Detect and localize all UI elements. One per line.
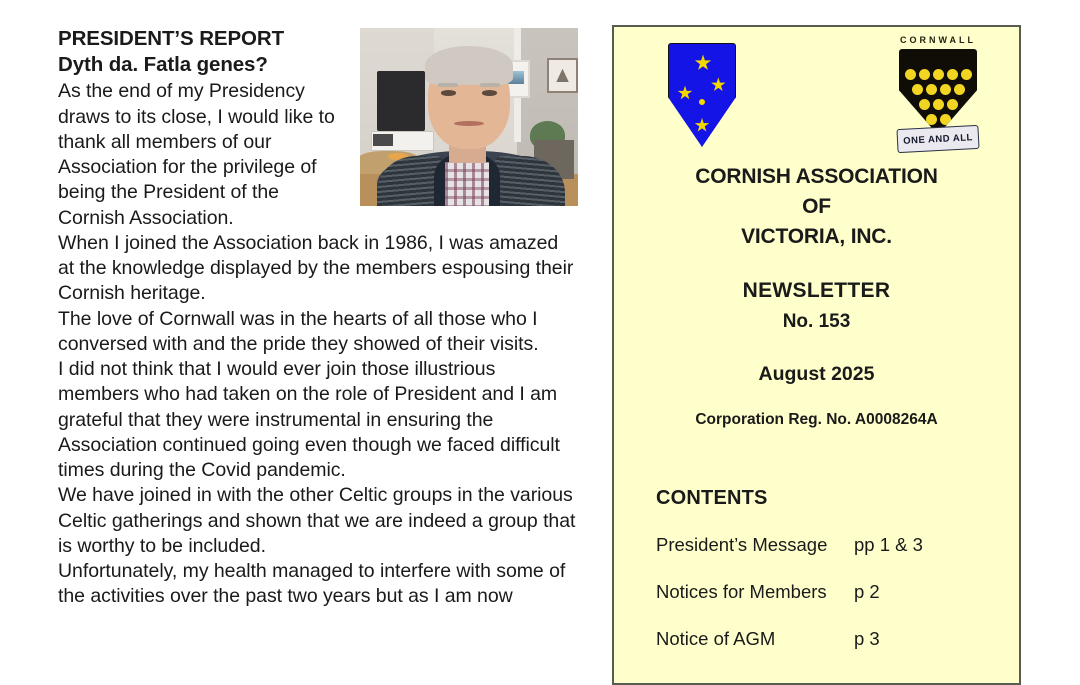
registration-number: Corporation Reg. No. A0008264A xyxy=(695,411,938,429)
cornwall-wordmark: CORNWALL xyxy=(900,35,976,45)
contents-item-page: p 2 xyxy=(854,581,880,603)
report-subtitle-cornish: Dyth da. Fatla genes? xyxy=(58,53,268,77)
bezant-icon xyxy=(933,69,944,80)
bezant-row xyxy=(899,69,977,80)
newsletter-heading: NEWSLETTER xyxy=(742,279,891,303)
president-portrait-photo xyxy=(360,28,578,206)
bezant-icon xyxy=(947,99,958,110)
contents-heading: CONTENTS xyxy=(656,487,768,510)
bezant-icon xyxy=(940,114,951,125)
masthead-text-block xyxy=(614,162,1019,429)
subject-eyebrow-left xyxy=(438,83,458,87)
contents-item-label: Notices for Members xyxy=(656,581,827,603)
victoria-crest-icon xyxy=(668,43,736,147)
contents-item-page: pp 1 & 3 xyxy=(854,534,923,556)
article-paragraph: As the end of my Presidency draws to its close, I would like to thank all members of our Association for the privilege of being the President of the Cornish Association. xyxy=(58,80,335,229)
bezant-icon xyxy=(912,84,923,95)
contents-item-label: Notice of AGM xyxy=(656,628,776,650)
article-paragraph: We have joined in with the other Celtic groups in the various Celtic gatherings and shown that we are indeed a group that is worthy to be included. xyxy=(58,484,576,557)
black-shield-shape xyxy=(899,49,977,135)
contents-block xyxy=(614,487,1019,650)
organisation-name-line-2: OF xyxy=(802,194,831,218)
bezant-icon xyxy=(926,84,937,95)
article-paragraph: The love of Cornwall was in the hearts of all those who I conversed with and the pride they showed of their visits. xyxy=(58,307,539,355)
bezant-icon xyxy=(919,99,930,110)
issue-number: No. 153 xyxy=(782,311,851,333)
bezant-icon xyxy=(954,84,965,95)
subject-eye-left xyxy=(441,90,456,95)
bezant-icon xyxy=(905,69,916,80)
subject-mouth xyxy=(454,121,485,126)
bezant-icon xyxy=(940,84,951,95)
media-device xyxy=(373,134,393,146)
southern-cross-small-star-icon xyxy=(699,99,705,105)
article-paragraph: I did not think that I would ever join those illustrious members who had taken on the role of President and I am grateful that they were instrumental in ensuring the Association continued going even though we faced difficult times during the Covid pandemic. xyxy=(58,358,560,482)
organisation-name-line-1: CORNISH ASSOCIATION xyxy=(695,165,938,188)
contents-item-label: President’s Message xyxy=(656,534,828,556)
television-icon xyxy=(377,71,425,132)
article-column xyxy=(58,26,578,675)
bezant-icon xyxy=(926,114,937,125)
article-paragraph: When I joined the Association back in 1986, I was amazed at the knowledge displayed by the members espousing their Cornish heritage. xyxy=(58,231,574,305)
crest-row xyxy=(614,27,1019,162)
portrait-scene xyxy=(360,28,578,206)
bezant-icon xyxy=(947,69,958,80)
contents-row[interactable] xyxy=(656,628,1003,650)
one-and-all-motto-ribbon: ONE AND ALL xyxy=(896,125,979,153)
subject-hair xyxy=(425,46,512,85)
bezant-icon xyxy=(933,99,944,110)
masthead-panel xyxy=(612,25,1021,685)
subject-check-shirt xyxy=(445,162,489,207)
contents-row[interactable] xyxy=(656,534,1003,556)
organisation-name-line-3: VICTORIA, INC. xyxy=(741,224,892,248)
subject-eye-right xyxy=(482,90,497,95)
bezant-icon xyxy=(919,69,930,80)
bezant-row xyxy=(899,99,977,110)
contents-item-page: p 3 xyxy=(854,628,880,650)
cornwall-crest-icon xyxy=(895,35,981,155)
report-title: PRESIDENT’S REPORT xyxy=(58,27,285,50)
subject-eyebrow-right xyxy=(480,83,500,87)
issue-date: August 2025 xyxy=(758,363,875,386)
framed-artwork-right xyxy=(547,58,577,92)
bezant-row xyxy=(899,84,977,95)
article-paragraph-truncated: Unfortunately, my health managed to interfere with some of the activities over the past two years but as I am now xyxy=(58,560,566,608)
bezant-row xyxy=(899,114,977,125)
contents-row[interactable] xyxy=(656,581,1003,603)
bezant-icon xyxy=(961,69,972,80)
